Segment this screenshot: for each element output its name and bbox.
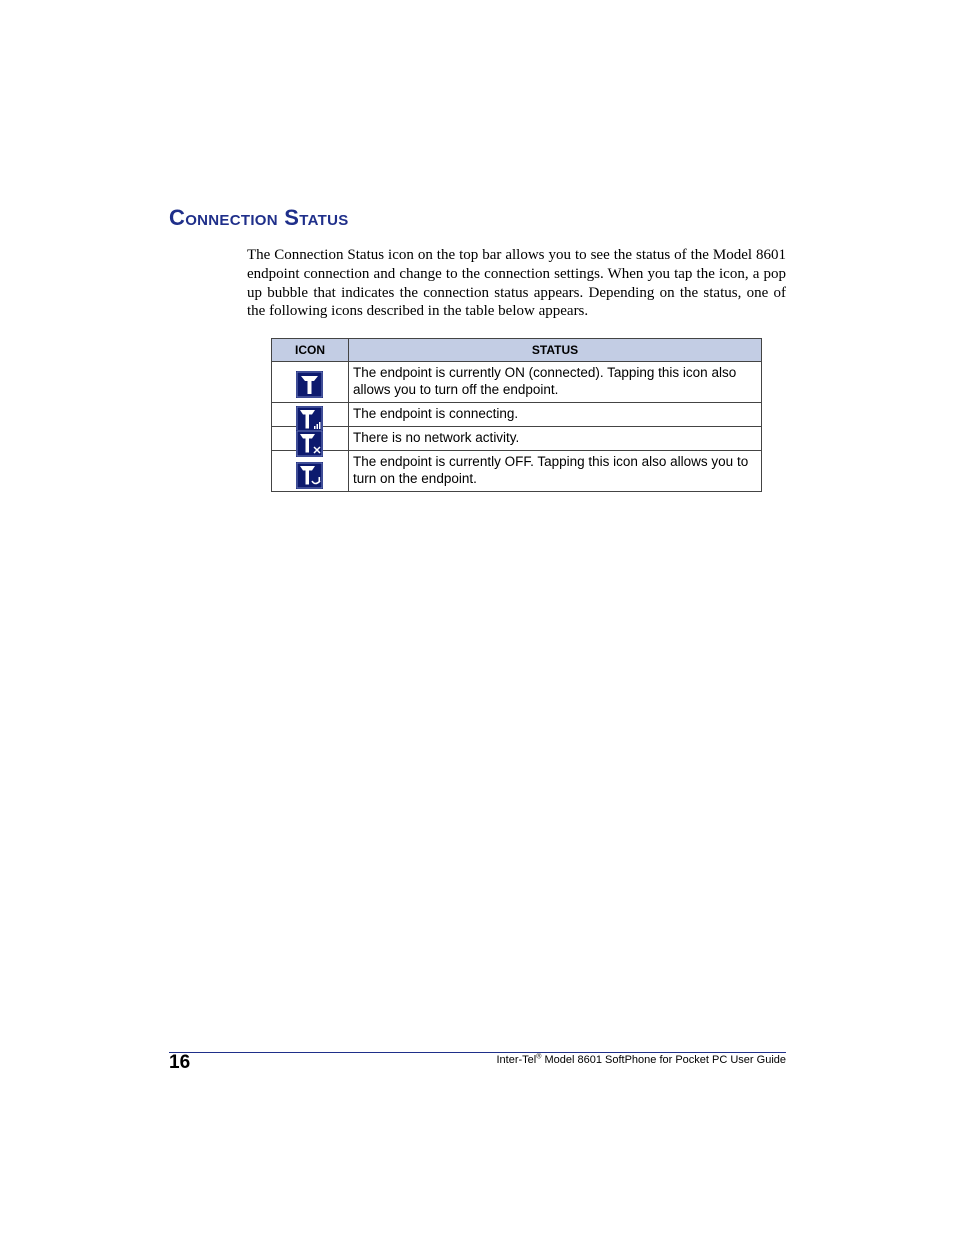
off-icon <box>296 462 323 489</box>
table-row <box>272 451 762 492</box>
section-heading: Connection Status <box>169 205 349 230</box>
page-number: 16 <box>169 1052 191 1073</box>
connected-icon <box>296 371 323 398</box>
table-header-row <box>272 339 762 362</box>
intro-paragraph: The Connection Status icon on the top bar allows you to see the status of the Model 8601 endpoint connection and change to the connection settings. When you tap the icon, a pop up bubble that indicates the connection status appears. Depending on the status, one of the following icons described in the table below appears. <box>247 247 786 320</box>
table-row <box>272 427 762 451</box>
column-header-icon: ICON <box>272 339 349 362</box>
icon-cell <box>272 427 349 451</box>
status-description: The endpoint is currently OFF. Tapping this icon also allows you to turn on the endpoint. <box>349 451 762 492</box>
table-row <box>272 362 762 403</box>
table-row <box>272 403 762 427</box>
column-header-status: STATUS <box>349 339 762 362</box>
footer-brand: Inter-Tel <box>496 1054 537 1066</box>
status-description: The endpoint is connecting. <box>349 403 762 427</box>
footer-document-title <box>497 1053 787 1067</box>
status-description: The endpoint is currently ON (connected). Tapping this icon also allows you to turn off the endpoint. <box>349 362 762 403</box>
registered-mark: ® <box>536 1053 542 1061</box>
icon-cell <box>272 362 349 403</box>
footer-title-rest: Model 8601 SoftPhone for Pocket PC User Guide <box>541 1054 786 1066</box>
connection-status-table <box>271 338 762 492</box>
icon-cell <box>272 451 349 492</box>
status-description: There is no network activity. <box>349 427 762 451</box>
icon-cell <box>272 403 349 427</box>
